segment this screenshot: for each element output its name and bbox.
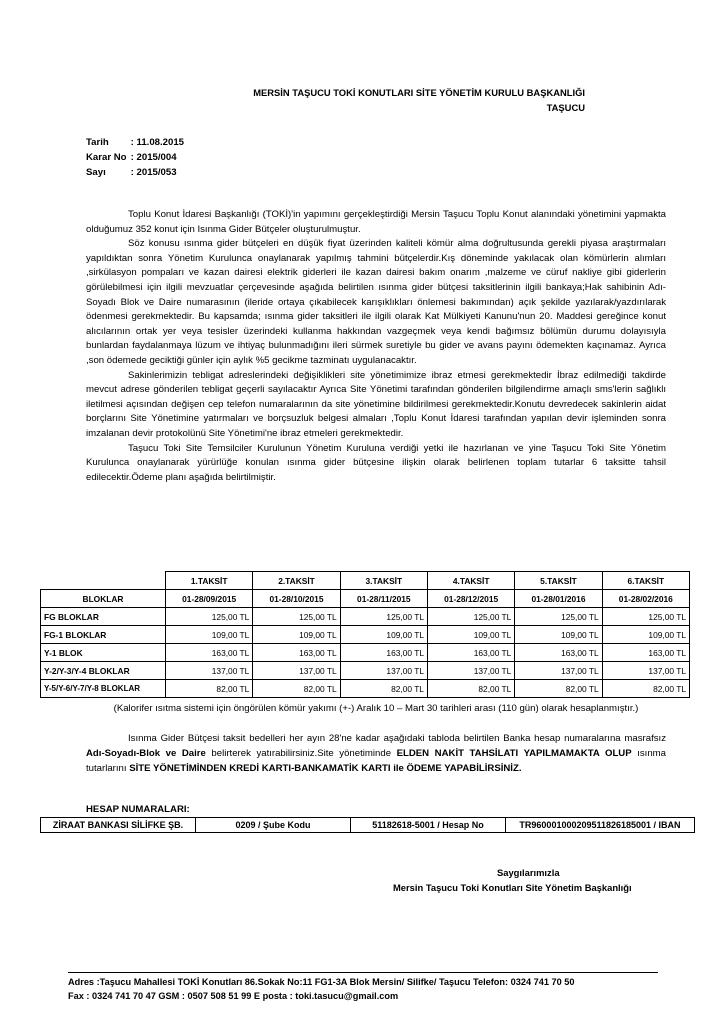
paragraph: Söz konusu ısınma gider bütçeleri en düşük fiyat üzerinden kaliteli kömür alma doğrultusunda gerekli piyasa araştırmaları yapıldıktan sonra Yönetim Kurulunca onaylanarak yapılmış tahmini bütçelerdir.Kış döneminde yakılacak olan kömürlerin alımları ,sirkülasyon pompaları ve kazan dairesi elektrik giderleri ile kazan dairesi bakım onarım ,malzeme ve cüruf nakliye gibi giderlerin görülebilmesi için ilgili mevzuatlar çerçevesinde aşağıda belirtilen ısınma gider bütçesi taksitlerinin ilgili bankaya;Hak sahibinin Adı-Soyadı Blok ve Daire numarasının (ileride ortaya çıkabilecek karışıklıkları önlemesi bakımından) açık şekilde yazılarak/yazdırılarak ödenmesi gerekmektedir. Bu kapsamda; ısınma gider taksitleri ile ilgili olarak Kat Mülkiyeti Kanunu'nun 20. Maddesi gereğince konut alıcılarının ortak yer veya tesisler üzerindeki kullanma hakkından vazgeçmek veya kendi bağımsız bölümün durumu dolayısıyla bunlardan faydalanmaya lüzum ve ihtiyaç bulunmadığını ileri sürmek suretiyle bu gider ve avans payını ödemekten kaçınamaz. Ayrıca ,son ödemede geciktiği günler için aylık %5 gecikme tazminatı uygulanacaktır. xyxy=(86,238,666,366)
due-date: 01-28/02/2016 xyxy=(602,590,689,608)
installment-header: 5.TAKSİT xyxy=(515,572,602,590)
bank-heading: HESAP NUMARALARI: xyxy=(86,804,190,815)
text-segment: Isınma Gider Bütçesi taksit bedelleri her ayın 28'ne kadar aşağıdaki tabloda belirtilen Banka hesap numaralarına masrafsız xyxy=(128,733,666,744)
installment-header: 6.TAKSİT xyxy=(602,572,689,590)
amount-cell: 163,00 TL xyxy=(166,644,253,662)
amount-cell: 82,00 TL xyxy=(253,680,340,698)
amount-cell: 125,00 TL xyxy=(602,608,689,626)
table-row xyxy=(41,662,690,680)
amount-cell: 137,00 TL xyxy=(253,662,340,680)
account-number: 51182618-5001 / Hesap No xyxy=(351,818,506,833)
meta-value: : 2015/004 xyxy=(130,152,177,163)
due-date: 01-28/11/2015 xyxy=(340,590,427,608)
block-name: Y-1 BLOK xyxy=(41,644,166,662)
document-title: MERSİN TAŞUCU TOKİ KONUTLARI SİTE YÖNETİM KURULU BAŞKANLIĞI xyxy=(253,87,585,98)
amount-cell: 82,00 TL xyxy=(427,680,514,698)
table-row xyxy=(41,626,690,644)
amount-cell: 137,00 TL xyxy=(602,662,689,680)
amount-cell: 125,00 TL xyxy=(515,608,602,626)
meta-label: Karar No xyxy=(86,152,127,163)
amount-cell: 163,00 TL xyxy=(253,644,340,662)
due-date: 01-28/01/2016 xyxy=(515,590,602,608)
due-date: 01-28/12/2015 xyxy=(427,590,514,608)
document-subtitle: TAŞUCU xyxy=(546,102,585,113)
text-segment: ısınma tutarlarını xyxy=(86,748,666,774)
table-row xyxy=(41,818,695,833)
table-row xyxy=(41,680,690,698)
iban: TR960001000209511826185001 / IBAN xyxy=(506,818,695,833)
footer-address: Adres :Taşucu Mahallesi TOKİ Konutları 86.Sokak No:11 FG1-3A Blok Mersin/ Silifke/ Taşucu Telefon: 0324 741 70 50 xyxy=(68,977,575,987)
payment-paragraph xyxy=(86,731,666,776)
amount-cell: 109,00 TL xyxy=(253,626,340,644)
table-date-row xyxy=(41,590,690,608)
block-name: Y-5/Y-6/Y-7/Y-8 BLOKLAR xyxy=(41,680,166,698)
text-segment-bold: SİTE YÖNETİMİNDEN KREDİ KARTI-BANKAMATİK KARTI ile ÖDEME YAPABİLİRSİNİZ. xyxy=(129,763,522,774)
amount-cell: 109,00 TL xyxy=(515,626,602,644)
footer xyxy=(68,972,658,1001)
amount-cell: 125,00 TL xyxy=(340,608,427,626)
due-date: 01-28/10/2015 xyxy=(253,590,340,608)
amount-cell: 163,00 TL xyxy=(340,644,427,662)
table-row xyxy=(41,608,690,626)
payment-instructions xyxy=(86,731,666,776)
amount-cell: 82,00 TL xyxy=(515,680,602,698)
installment-header: 2.TAKSİT xyxy=(253,572,340,590)
due-date: 01-28/09/2015 xyxy=(166,590,253,608)
installment-header: 3.TAKSİT xyxy=(340,572,427,590)
signature-org: Mersin Taşucu Toki Konutları Site Yönetim Başkanlığı xyxy=(393,882,632,893)
blocks-header: BLOKLAR xyxy=(41,590,166,608)
block-name: FG-1 BLOKLAR xyxy=(41,626,166,644)
meta-decision-no xyxy=(86,152,177,163)
amount-cell: 82,00 TL xyxy=(602,680,689,698)
amount-cell: 125,00 TL xyxy=(427,608,514,626)
installment-header: 4.TAKSİT xyxy=(427,572,514,590)
amount-cell: 137,00 TL xyxy=(515,662,602,680)
footer-divider xyxy=(68,972,658,973)
text-segment-bold: Adı-Soyadı-Blok ve Daire xyxy=(86,748,206,759)
amount-cell: 137,00 TL xyxy=(340,662,427,680)
meta-number xyxy=(86,167,177,178)
payment-plan-table xyxy=(40,571,690,698)
text-segment-bold: ELDEN NAKİT TAHSİLATI YAPILMAMAKTA OLUP xyxy=(396,748,632,759)
letter-body xyxy=(86,208,666,485)
amount-cell: 125,00 TL xyxy=(166,608,253,626)
amount-cell: 82,00 TL xyxy=(166,680,253,698)
meta-label: Sayı xyxy=(86,167,106,178)
amount-cell: 109,00 TL xyxy=(427,626,514,644)
meta-value: : 11.08.2015 xyxy=(130,137,185,148)
meta-date xyxy=(86,137,184,148)
amount-cell: 125,00 TL xyxy=(253,608,340,626)
table-header-row xyxy=(41,572,690,590)
branch-code: 0209 / Şube Kodu xyxy=(196,818,351,833)
paragraph: Taşucu Toki Site Temsilciler Kurulunun Yönetim Kuruluna verdiği yetki ile hazırlanan ve yine Taşucu Toki Site Yönetim Kurulunca onaylanarak yürürlüğe konulan ısınma gider bütçesine ilişkin olarak belirlenen toplam tutarlar 6 taksitte tahsil edilecektir.Ödeme planı aşağıda belirtilmiştir. xyxy=(86,442,666,483)
amount-cell: 163,00 TL xyxy=(602,644,689,662)
amount-cell: 163,00 TL xyxy=(427,644,514,662)
amount-cell: 109,00 TL xyxy=(340,626,427,644)
block-name: Y-2/Y-3/Y-4 BLOKLAR xyxy=(41,662,166,680)
amount-cell: 163,00 TL xyxy=(515,644,602,662)
amount-cell: 137,00 TL xyxy=(166,662,253,680)
signature-greeting: Saygılarımızla xyxy=(497,867,560,878)
bank-name: ZİRAAT BANKASI SİLİFKE ŞB. xyxy=(41,818,196,833)
installment-header: 1.TAKSİT xyxy=(166,572,253,590)
amount-cell: 82,00 TL xyxy=(340,680,427,698)
paragraph: Toplu Konut İdaresi Başkanlığı (TOKİ)'in yapımını gerçekleştirdiği Mersin Taşucu Toplu Konut alanındaki yönetimini yapmakta olduğumuz 352 konut için Isınma Gider Bütçeler oluşturulmuştur. xyxy=(86,209,666,235)
meta-label: Tarih xyxy=(86,137,109,148)
text-segment: belirterek yatırabilirsiniz.Site yönetiminde xyxy=(205,748,397,759)
block-name: FG BLOKLAR xyxy=(41,608,166,626)
amount-cell: 109,00 TL xyxy=(602,626,689,644)
table-row xyxy=(41,644,690,662)
heating-note: (Kalorifer ısıtma sistemi için öngörülen kömür yakımı (+-) Aralık 10 – Mart 30 tarihleri arası (110 gün) olarak hesaplanmıştır.) xyxy=(113,703,639,714)
meta-value: : 2015/053 xyxy=(130,167,177,178)
amount-cell: 137,00 TL xyxy=(427,662,514,680)
bank-accounts-table xyxy=(40,817,695,833)
table-corner xyxy=(41,572,166,590)
footer-contact: Fax : 0324 741 70 47 GSM : 0507 508 51 99 E posta : toki.tasucu@gmail.com xyxy=(68,991,399,1001)
amount-cell: 109,00 TL xyxy=(166,626,253,644)
paragraph: Sakinlerimizin tebligat adreslerindeki değişiklikleri site yönetimimize ibraz etmesi gerekmektedir İbraz edilmediği takdirde mevcut adrese gönderilen tebligat geçerli sayılacaktır Ayrıca Site Yönetimi tarafından gönderilen bilgilendirme amaçlı sms'lerin sağlıklı iletilmesi açısından değişen cep telefon numaralarının da site yönetimine bildirilmesi gerekmektedir.Konutu devredecek sakinlerin aidat borçlarını Site Yönetimine yatırmaları ve borçsuzluk belgesi almaları ,Toplu Konut İdaresi tarafından yapılan devir işleminden sonra imzalanan devir protokolünü Site Yönetimi'ne ibraz etmeleri gerekmektedir. xyxy=(86,369,666,439)
